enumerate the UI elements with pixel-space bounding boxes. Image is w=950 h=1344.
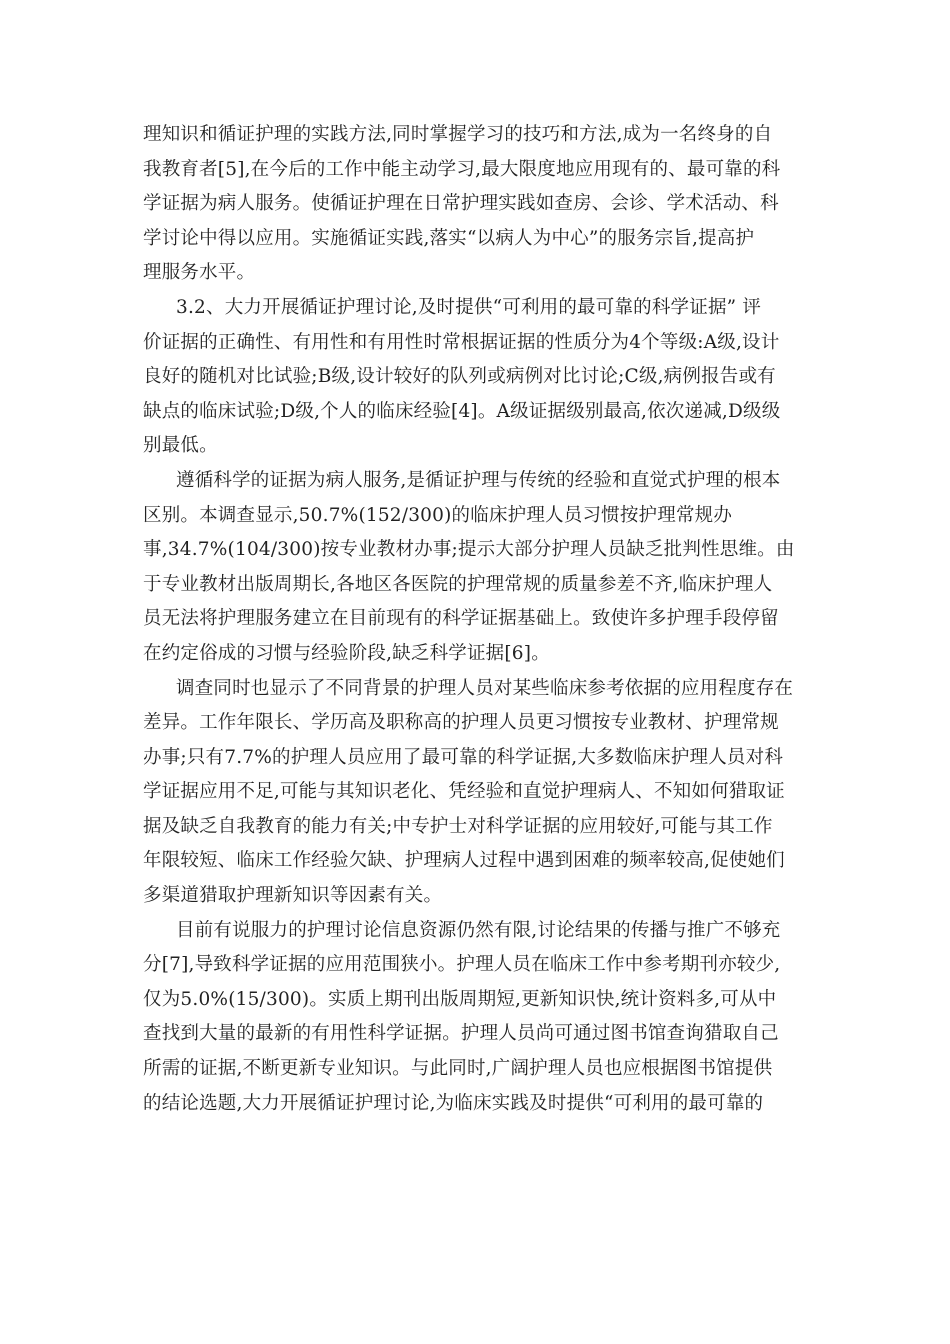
text-line: 良好的随机对比试验;B级,设计较好的队列或病例对比讨论;C级,病例报告或有	[143, 366, 776, 388]
text-line: 缺点的临床试验;D级,个人的临床经验[4]。A级证据级别最高,依次递减,D级级	[143, 400, 781, 422]
text-line: 年限较短、临床工作经验欠缺、护理病人过程中遇到困难的频率较高,促使她们	[143, 850, 785, 872]
text-line: 在约定俗成的习惯与经验阶段,缺乏科学证据[6]。	[143, 642, 550, 664]
paragraph-start-line: 目前有说服力的护理讨论信息资源仍然有限,讨论结果的传播与推广不够充	[176, 919, 781, 941]
text-line: 分[7],导致科学证据的应用范围狭小。护理人员在临床工作中参考期刊亦较少,	[143, 954, 781, 976]
text-line: 员无法将护理服务建立在目前现有的科学证据基础上。致使许多护理手段停留	[143, 608, 779, 630]
text-line: 我教育者[5],在今后的工作中能主动学习,最大限度地应用现有的、最可靠的科	[143, 158, 781, 180]
text-line: 理服务水平。	[143, 262, 256, 284]
text-line: 查找到大量的最新的有用性科学证据。护理人员尚可通过图书馆查询猎取自己	[143, 1023, 779, 1045]
text-line: 区别。本调查显示,50.7%(152/300)的临床护理人员习惯按护理常规办	[143, 504, 733, 526]
text-line: 多渠道猎取护理新知识等因素有关。	[143, 885, 443, 907]
text-line: 办事;只有7.7%的护理人员应用了最可靠的科学证据,大多数临床护理人员对科	[143, 746, 784, 768]
text-line: 据及缺乏自我教育的能力有关;中专护士对科学证据的应用较好,可能与其工作	[143, 815, 773, 837]
paragraph-start-line: 遵循科学的证据为病人服务,是循证护理与传统的经验和直觉式护理的根本	[176, 469, 781, 491]
text-line: 仅为5.0%(15/300)。实质上期刊出版周期短,更新知识快,统计资料多,可从中	[143, 988, 777, 1010]
text-line: 学讨论中得以应用。实施循证实践,落实“以病人为中心”的服务宗旨,提高护	[143, 227, 755, 249]
text-line: 事,34.7%(104/300)按专业教材办事;提示大部分护理人员缺乏批判性思维。由	[143, 539, 795, 561]
text-line: 学证据为病人服务。使循证护理在日常护理实践如查房、会诊、学术活动、科	[143, 193, 779, 215]
paragraph-start-line: 调查同时也显示了不同背景的护理人员对某些临床参考依据的应用程度存在	[176, 677, 794, 699]
text-line: 于专业教材出版周期长,各地区各医院的护理常规的质量参差不齐,临床护理人	[143, 573, 773, 595]
section-heading-line: 3.2、大力开展循证护理讨论,及时提供“可利用的最可靠的科学证据” 评	[176, 296, 762, 318]
text-line: 理知识和循证护理的实践方法,同时掌握学习的技巧和方法,成为一名终身的自	[143, 124, 773, 145]
text-line: 所需的证据,不断更新专业知识。与此同时,广阔护理人员也应根据图书馆提供	[143, 1058, 773, 1080]
text-line: 价证据的正确性、有用性和有用性时常根据证据的性质分为4个等级:A级,设计	[143, 331, 780, 353]
text-line: 学证据应用不足,可能与其知识老化、凭经验和直觉护理病人、不知如何猎取证	[143, 781, 785, 803]
text-line: 别最低。	[143, 435, 218, 457]
text-line: 的结论选题,大力开展循证护理讨论,为临床实践及时提供“可利用的最可靠的	[143, 1092, 764, 1114]
text-line: 差异。工作年限长、学历高及职称高的护理人员更习惯按专业教材、护理常规	[143, 712, 779, 734]
body-text	[143, 118, 807, 1121]
